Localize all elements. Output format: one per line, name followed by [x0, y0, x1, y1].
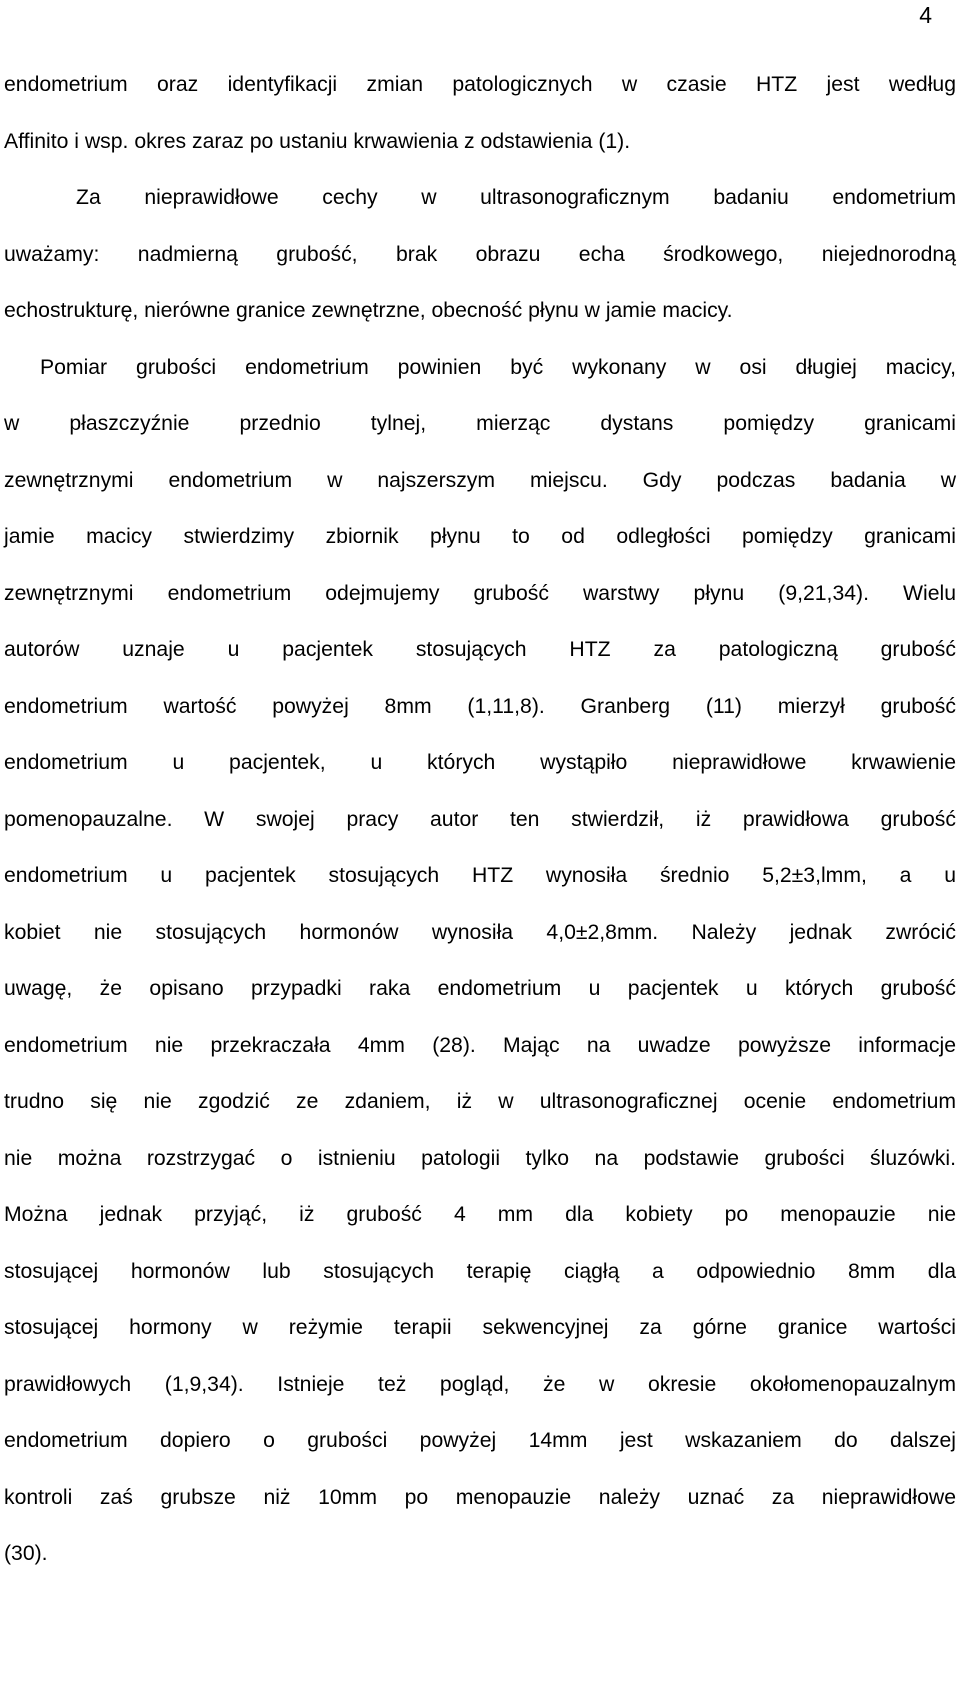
text-line: w płaszczyźnie przednio tylnej, mierząc dystans pomiędzy granicami	[4, 412, 956, 435]
text-line: Pomiar grubości endometrium powinien być wykonany w osi długiej macicy,	[40, 355, 956, 379]
text-line: zewnętrznymi endometrium odejmujemy grubość warstwy płynu (9,21,34). Wielu	[4, 581, 956, 605]
text-line: uważamy: nadmierną grubość, brak obrazu echa środkowego, niejednorodną	[4, 242, 956, 266]
text-line: prawidłowych (1,9,34). Istnieje też pogląd, że w okresie okołomenopauzalnym	[4, 1372, 956, 1396]
text-line: stosującej hormonów lub stosujących terapię ciągłą a odpowiednio 8mm dla	[4, 1259, 956, 1283]
text-line: endometrium wartość powyżej 8mm (1,11,8). Granberg (11) mierzył grubość	[4, 694, 956, 718]
text-line: endometrium u pacjentek stosujących HTZ wynosiła średnio 5,2±3,lmm, a u	[4, 864, 956, 887]
text-line: kobiet nie stosujących hormonów wynosiła 4,0±2,8mm. Należy jednak zwrócić	[4, 920, 956, 944]
text-line: zewnętrznymi endometrium w najszerszym miejscu. Gdy podczas badania w	[4, 468, 956, 492]
text-line: autorów uznaje u pacjentek stosujących HTZ za patologiczną grubość	[4, 638, 956, 661]
page-number: 4	[919, 2, 932, 28]
text-line: endometrium dopiero o grubości powyżej 14mm jest wskazaniem do dalszej	[4, 1429, 956, 1452]
text-line: pomenopauzalne. W swojej pracy autor ten stwierdził, iż prawidłowa grubość	[4, 807, 956, 831]
text-line: (30).	[4, 1542, 48, 1565]
text-line: Można jednak przyjąć, iż grubość 4 mm dla kobiety po menopauzie nie	[4, 1203, 956, 1226]
text-line: uwagę, że opisano przypadki raka endometrium u pacjentek u których grubość	[4, 977, 956, 1000]
text-line: stosującej hormony w reżymie terapii sekwencyjnej za górne granice wartości	[4, 1316, 956, 1339]
text-line: endometrium u pacjentek, u których wystąpiło nieprawidłowe krwawienie	[4, 751, 956, 774]
text-line: nie można rozstrzygać o istnieniu patologii tylko na podstawie grubości śluzówki.	[4, 1146, 956, 1170]
text-line: Za nieprawidłowe cechy w ultrasonograficznym badaniu endometrium	[76, 186, 956, 209]
text-line: trudno się nie zgodzić ze zdaniem, iż w ultrasonograficznej ocenie endometrium	[4, 1090, 956, 1113]
text-line: echostrukturę, nierówne granice zewnętrzne, obecność płynu w jamie macicy.	[4, 299, 733, 322]
document-body	[4, 65, 956, 1591]
text-line: kontroli zaś grubsze niż 10mm po menopauzie należy uznać za nieprawidłowe	[4, 1485, 956, 1509]
text-line: endometrium nie przekraczała 4mm (28). Mając na uwadze powyższe informacje	[4, 1033, 956, 1057]
text-line: jamie macicy stwierdzimy zbiornik płynu to od odległości pomiędzy granicami	[4, 525, 956, 548]
text-line: endometrium oraz identyfikacji zmian patologicznych w czasie HTZ jest według	[4, 73, 956, 96]
text-line: Affinito i wsp. okres zaraz po ustaniu krwawienia z odstawienia (1).	[4, 129, 631, 153]
